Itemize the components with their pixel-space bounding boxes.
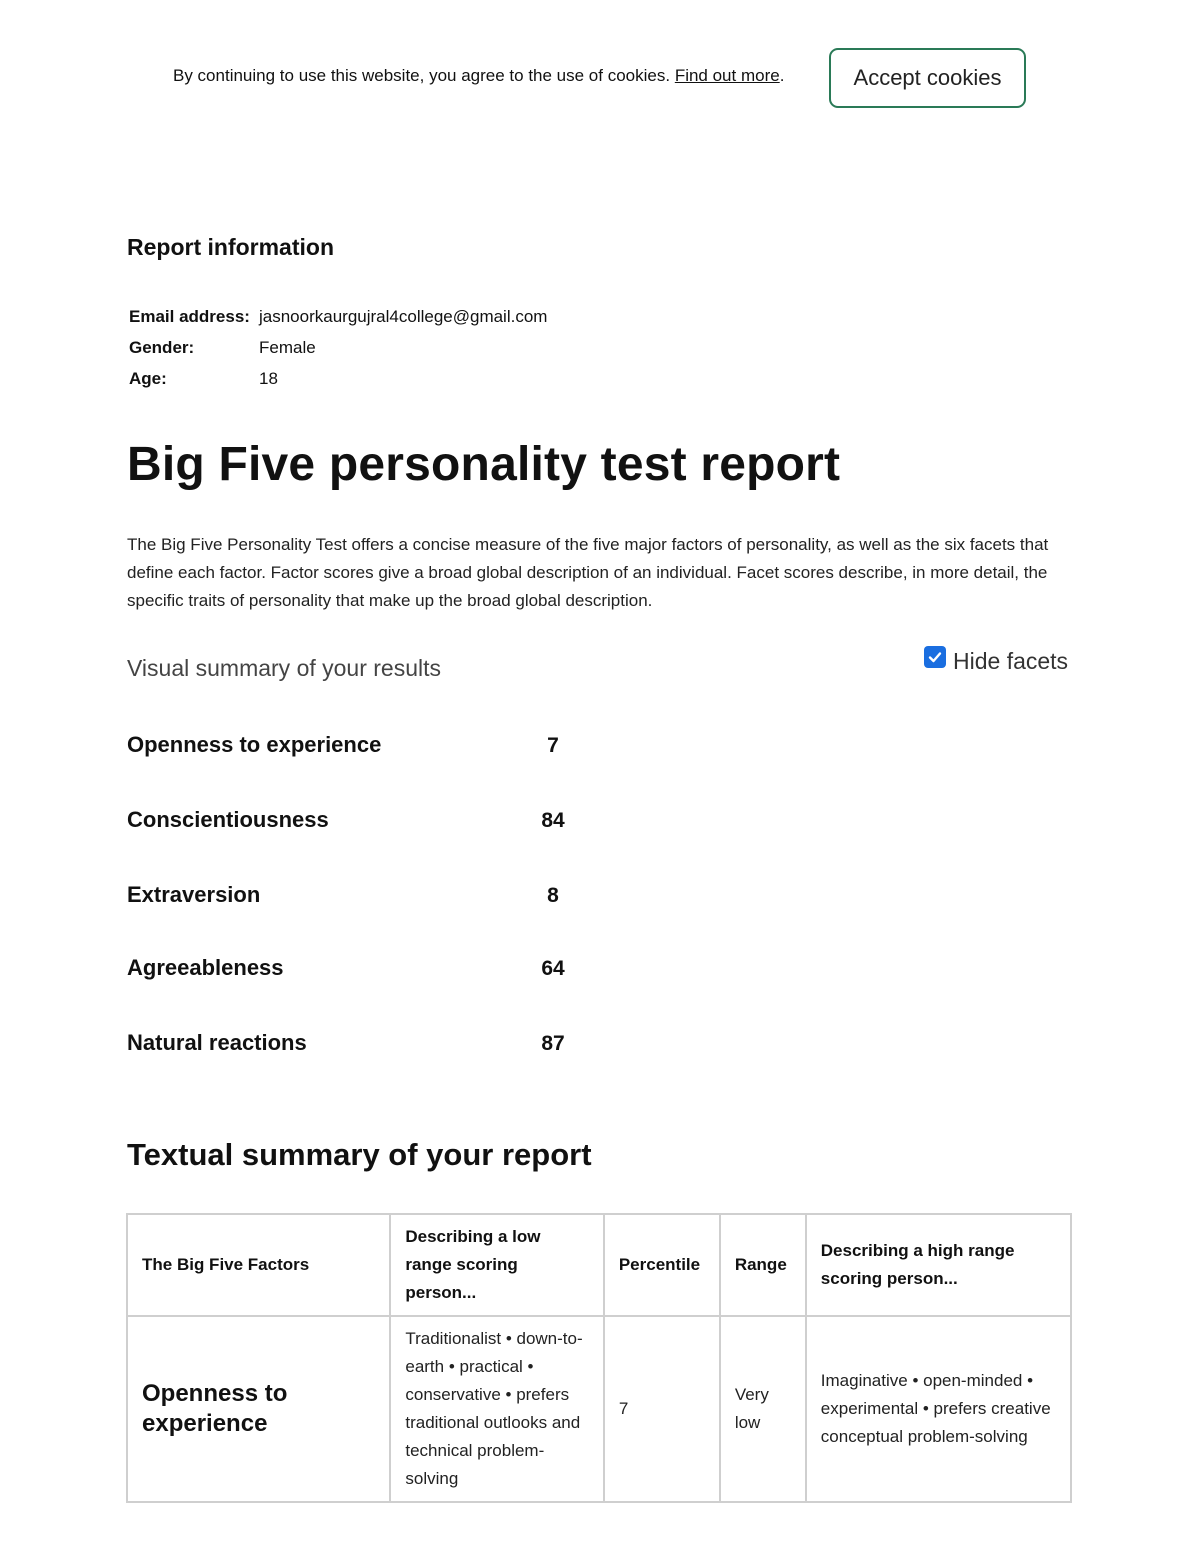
table-row xyxy=(127,1316,1071,1502)
gender-row xyxy=(127,332,551,363)
hide-facets-label: Hide facets xyxy=(953,648,1069,674)
factor-score: 84 xyxy=(541,809,565,832)
accept-cookies-button[interactable]: Accept cookies xyxy=(829,48,1026,108)
factor-name: Conscientiousness xyxy=(127,807,329,832)
range-cell: Very low xyxy=(720,1316,806,1502)
report-summary-table xyxy=(126,1213,1072,1503)
hide-facets-checkbox[interactable] xyxy=(924,646,946,668)
high-description-cell: Imaginative • open-minded • experimental • prefers creative conceptual problem-solving xyxy=(806,1316,1071,1502)
report-info-table xyxy=(127,301,551,394)
factor-name: Agreeableness xyxy=(127,955,284,980)
visual-summary-heading: Visual summary of your results xyxy=(127,655,442,681)
cookie-message: By continuing to use this website, you agree to the use of cookies. xyxy=(173,66,671,85)
hide-facets-toggle[interactable] xyxy=(924,648,1068,675)
factor-row-conscientiousness xyxy=(127,807,727,847)
cookie-link-period: . xyxy=(779,66,785,85)
report-information-heading: Report information xyxy=(127,234,334,260)
column-header-percentile: Percentile xyxy=(604,1214,720,1316)
intro-paragraph: The Big Five Personality Test offers a concise measure of the five major factors of personality, as well as the six facets that define each factor. Factor scores give a broad global description of an individual. Facet scores describe, in more detail, the specific traits of personality that make up the broad global description. xyxy=(127,535,1049,610)
table-header-row xyxy=(127,1214,1071,1316)
gender-label: Gender: xyxy=(129,337,195,357)
checkmark-icon xyxy=(927,649,943,665)
column-header-range: Range xyxy=(720,1214,806,1316)
factor-row-extraversion xyxy=(127,882,727,922)
age-value: 18 xyxy=(259,368,278,388)
column-header-factors: The Big Five Factors xyxy=(127,1214,390,1316)
percentile-cell: 7 xyxy=(604,1316,720,1502)
page-title: Big Five personality test report xyxy=(127,438,841,491)
column-header-high: Describing a high range scoring person... xyxy=(806,1214,1071,1316)
factor-name: Natural reactions xyxy=(127,1030,307,1055)
gender-value: Female xyxy=(259,337,316,357)
factor-cell: Openness to experience xyxy=(127,1316,390,1502)
factor-score: 64 xyxy=(541,957,565,980)
find-out-more-link[interactable]: Find out more xyxy=(674,66,780,85)
factor-row-agreeableness xyxy=(127,955,727,995)
email-label: Email address: xyxy=(129,306,250,326)
column-header-low: Describing a low range scoring person... xyxy=(390,1214,603,1316)
textual-summary-heading: Textual summary of your report xyxy=(127,1137,592,1172)
factor-score: 7 xyxy=(547,734,559,757)
age-row xyxy=(127,363,551,394)
cookie-banner-text xyxy=(173,66,784,86)
email-row xyxy=(127,301,551,332)
factor-row-openness xyxy=(127,732,727,772)
factor-name: Openness to experience xyxy=(127,732,382,757)
factor-row-natural-reactions xyxy=(127,1030,727,1070)
email-value: jasnoorkaurgujral4college@gmail.com xyxy=(259,306,548,326)
factor-name: Extraversion xyxy=(127,882,261,907)
factor-score: 8 xyxy=(547,884,559,907)
factor-score: 87 xyxy=(541,1032,565,1055)
low-description-cell: Traditionalist • down-to-earth • practical • conservative • prefers traditional outlooks and technical problem-solving xyxy=(390,1316,603,1502)
age-label: Age: xyxy=(129,368,167,388)
